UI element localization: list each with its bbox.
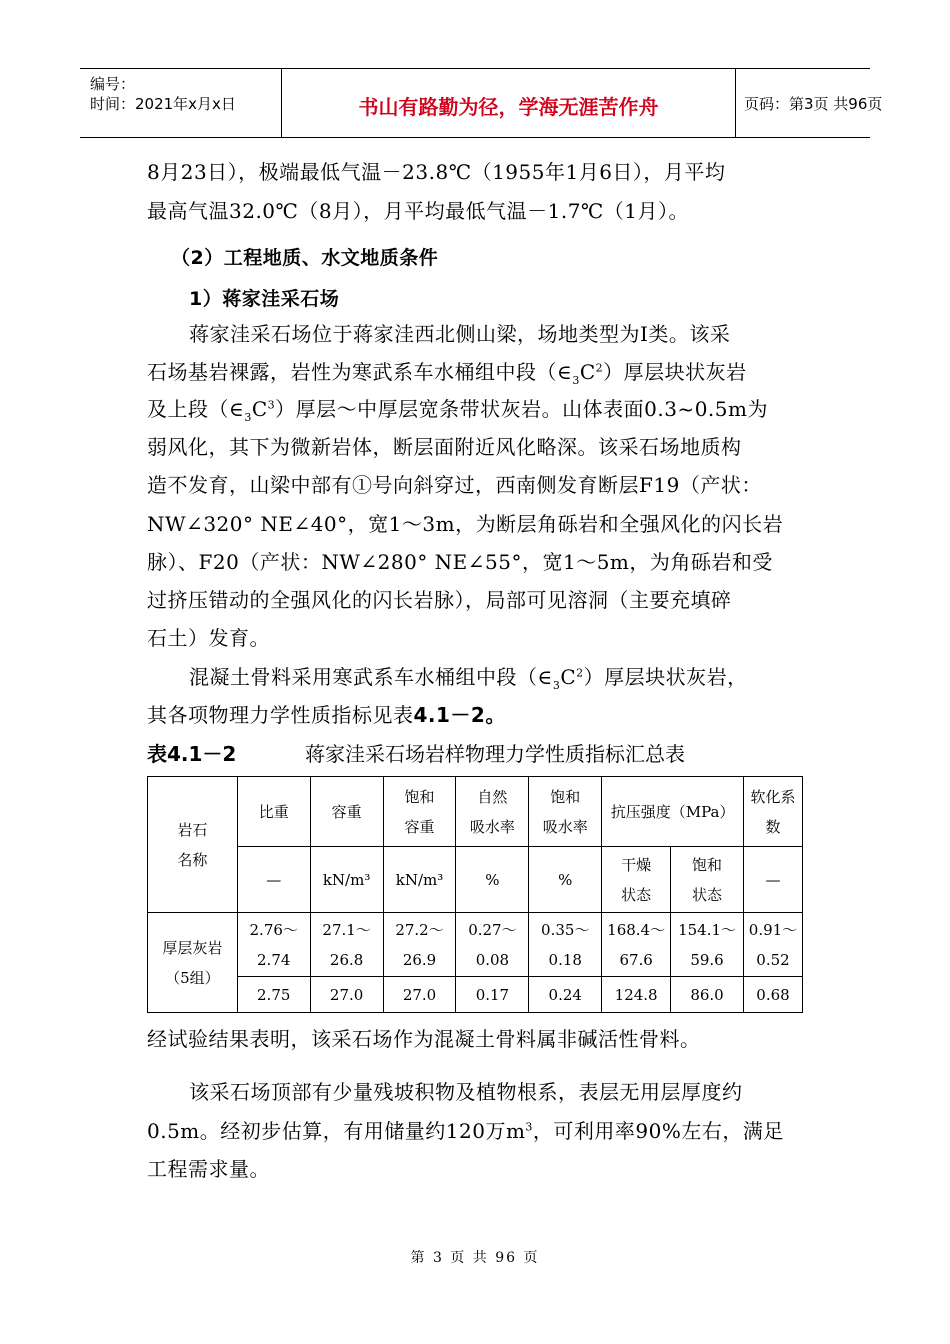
sat-state-header: 饱和 状态 xyxy=(671,847,744,913)
rock-name-cell: 厚层灰岩 （5组） xyxy=(148,913,238,1013)
table-cell: 27.0 xyxy=(383,977,456,1013)
table-cell: 0.35～ 0.18 xyxy=(529,913,602,977)
text-line: 最高气温32.0℃（8月），月平均最低气温－1.7℃（1月）。 xyxy=(147,199,690,223)
table-cell: 27.0 xyxy=(310,977,383,1013)
unit-cell: kN/m³ xyxy=(310,847,383,913)
compressive-header: 抗压强度（MPa） xyxy=(602,777,744,847)
unit-cell: — xyxy=(743,847,802,913)
text-line: 弱风化，其下为微新岩体，断层面附近风化略深。该采石场地质构 xyxy=(147,435,742,459)
bulk-density-header: 容重 xyxy=(310,777,383,847)
text-line: 工程需求量。 xyxy=(147,1157,270,1181)
page-header xyxy=(80,68,883,138)
table-cell: 154.1～ 59.6 xyxy=(671,913,744,977)
header-motto: 书山有路勤为径，学海无涯苦作舟 xyxy=(358,95,659,119)
unit-cell: — xyxy=(237,847,310,913)
table-cell: 168.4～ 67.6 xyxy=(602,913,671,977)
table-cell: 0.27～ 0.08 xyxy=(456,913,529,977)
table-cell: 2.76～ 2.74 xyxy=(237,913,310,977)
text-line: 经试验结果表明，该采石场作为混凝土骨料属非碱活性骨料。 xyxy=(147,1027,701,1051)
unit-cell: kN/m³ xyxy=(383,847,456,913)
page-footer: 第 3 页 共 96 页 xyxy=(410,1250,540,1266)
subsection-heading: 1）蒋家洼采石场 xyxy=(189,288,340,310)
table-cell: 0.24 xyxy=(529,977,602,1013)
text-line: 过挤压错动的全强风化的闪长岩脉），局部可见溶洞（主要充填碎 xyxy=(147,588,732,612)
table-cell: 86.0 xyxy=(671,977,744,1013)
table-cell: 124.8 xyxy=(602,977,671,1013)
table-caption-id: 表4.1－2 xyxy=(147,742,237,766)
text-line: 脉）、F20（产状：NW∠280° NE∠55°，宽1～5m，为角砾岩和受 xyxy=(147,550,773,574)
rock-name-header: 岩石 名称 xyxy=(148,777,238,913)
text-line: 蒋家洼采石场位于蒋家洼西北侧山梁，场地类型为Ⅰ类。该采 xyxy=(189,322,731,346)
text-line: 8月23日），极端最低气温－23.8℃（1955年1月6日），月平均 xyxy=(147,160,726,184)
table-caption-title: 蒋家洼采石场岩样物理力学性质指标汇总表 xyxy=(305,742,685,766)
sat-density-header: 饱和 容重 xyxy=(383,777,456,847)
sat-absorb-header: 饱和 吸水率 xyxy=(529,777,602,847)
rock-properties-table xyxy=(147,776,803,1013)
text-line: 该采石场顶部有少量残坡积物及植物根系，表层无用层厚度约 xyxy=(189,1080,743,1104)
table-cell: 27.2～ 26.9 xyxy=(383,913,456,977)
text-line: 石场基岩裸露，岩性为寒武系车水桶组中段$(\in_3C^2)$厚层块状灰岩 xyxy=(147,360,747,387)
table-header-row xyxy=(148,777,803,847)
header-motto-cell xyxy=(282,69,736,137)
unit-cell: % xyxy=(456,847,529,913)
table-cell: 2.75 xyxy=(237,977,310,1013)
table-row xyxy=(148,977,803,1013)
dry-state-header: 干燥 状态 xyxy=(602,847,671,913)
unit-cell: % xyxy=(529,847,602,913)
table-unit-row xyxy=(148,847,803,913)
header-meta xyxy=(80,69,282,137)
table-cell: 0.68 xyxy=(743,977,802,1013)
header-page-info: 页码：第3页 共96页 xyxy=(744,95,883,113)
section-heading: （2）工程地质、水文地质条件 xyxy=(171,247,439,269)
nat-absorb-header: 自然 吸水率 xyxy=(456,777,529,847)
text-line: 混凝土骨料采用寒武系车水桶组中段$(\in_3C^2)$厚层块状灰岩， xyxy=(189,665,748,692)
document-number: 编号： xyxy=(90,75,136,93)
specific-gravity-header: 比重 xyxy=(237,777,310,847)
softening-header: 软化系 数 xyxy=(743,777,802,847)
table-cell: 0.17 xyxy=(456,977,529,1013)
text-line: 0.5m。经初步估算，有用储量约120万$m^3$，可利用率90%左右，满足 xyxy=(147,1119,784,1143)
text-line: 及上段$(\in_3C^3)$厚层～中厚层宽条带状灰岩。山体表面0.3~0.5m为 xyxy=(147,397,768,424)
text-line: 石土）发育。 xyxy=(147,626,270,650)
table-row xyxy=(148,913,803,977)
header-page-cell xyxy=(736,69,883,137)
document-time: 时间：2021年x月x日 xyxy=(90,95,236,113)
text-line: NW∠320° NE∠40°，宽1～3m，为断层角砾岩和全强风化的闪长岩 xyxy=(147,512,784,536)
text-line: 造不发育，山梁中部有①号向斜穿过，西南侧发育断层F19（产状： xyxy=(147,473,762,497)
table-cell: 0.91～ 0.52 xyxy=(743,913,802,977)
text-line: 其各项物理力学性质指标见表4.1－2。 xyxy=(147,703,506,727)
table-cell: 27.1～ 26.8 xyxy=(310,913,383,977)
